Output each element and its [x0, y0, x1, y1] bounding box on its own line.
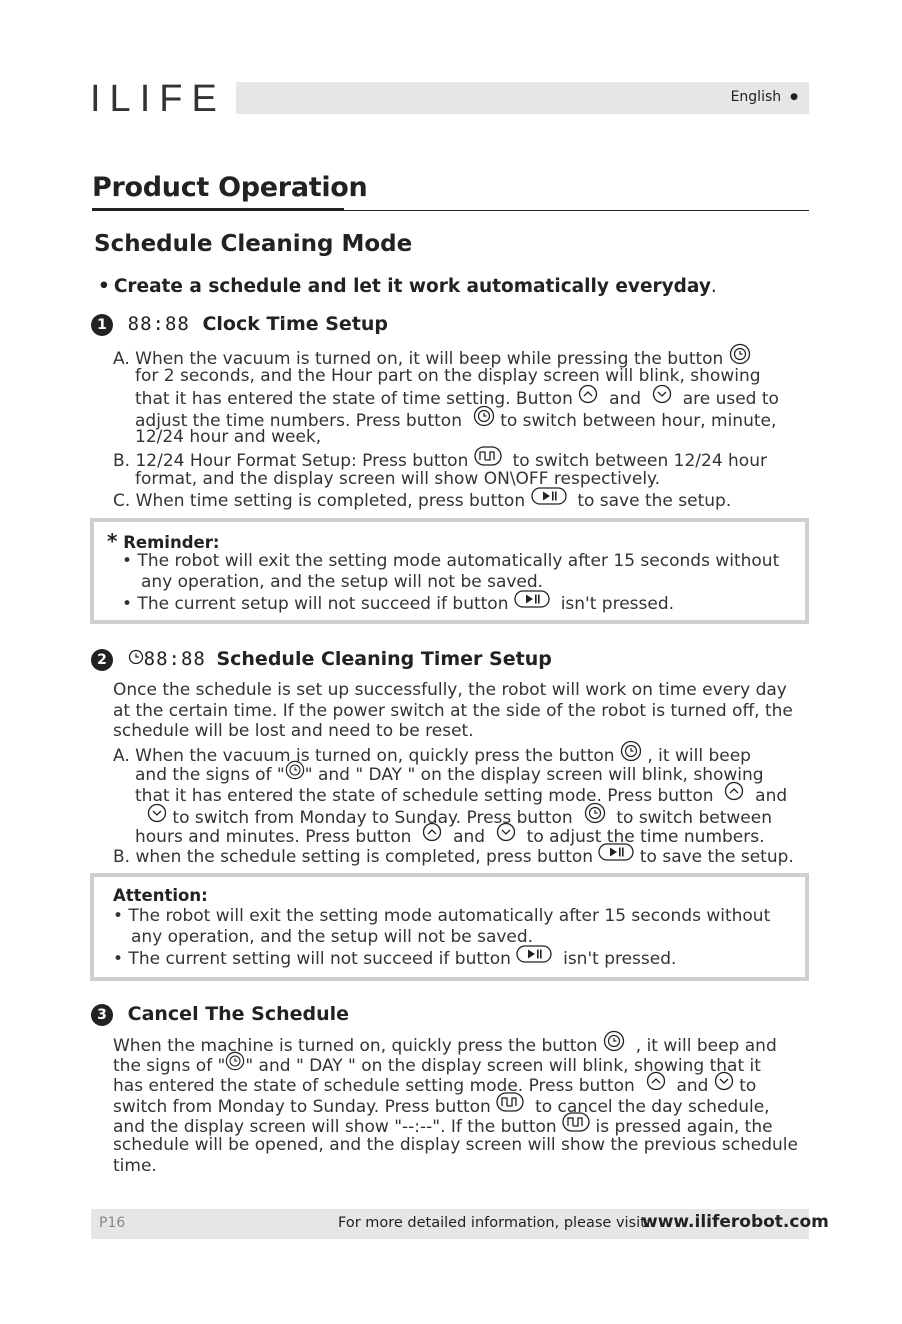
text-line: format, and the display screen will show ON\OFF respectively. — [135, 468, 661, 489]
up-arrow-icon — [724, 781, 744, 807]
text-line: and — [609, 388, 642, 409]
text-line: to save the setup. — [577, 490, 732, 511]
text-line: to switch between — [616, 807, 772, 828]
clock-icon — [128, 648, 144, 670]
section-1-title: Clock Time Setup — [202, 313, 389, 335]
up-arrow-icon — [422, 822, 442, 848]
reminder-title: * Reminder: — [107, 529, 220, 553]
section-3-heading — [91, 1003, 349, 1026]
text-line: to switch from Monday to Sunday. Press button — [172, 807, 573, 828]
text-line: and — [453, 826, 486, 847]
text-line: , it will beep — [647, 745, 751, 766]
lead-text: • Create a schedule and let it work automatically everyday. — [98, 276, 717, 297]
page-title: Product Operation — [92, 172, 368, 203]
text-line: " and " DAY " on the display screen will blink, showing that it — [245, 1055, 761, 1076]
section-1-heading — [91, 313, 388, 336]
text-line: " and " DAY " on the display screen will blink, showing — [304, 765, 764, 786]
text-line: to switch between 12/24 hour — [512, 450, 767, 471]
up-arrow-icon — [646, 1071, 666, 1097]
text-line: B. when the schedule setting is completed, press button — [113, 846, 594, 867]
text-line: to adjust the time numbers. — [526, 826, 765, 847]
text-line: are used to — [682, 388, 779, 409]
text-line: any operation, and the setup will not be saved. — [141, 571, 544, 592]
clock-button-icon — [584, 802, 606, 830]
text-line: to cancel the day schedule, — [535, 1096, 770, 1117]
play-pause-icon — [516, 945, 552, 969]
text-line: • The robot will exit the setting mode automatically after 15 seconds without — [113, 906, 771, 926]
text-line: and the signs of " — [135, 765, 285, 786]
text-line: A. When the vacuum is turned on, quickly press the button — [113, 745, 615, 766]
section-1-body — [113, 345, 779, 510]
text-line: to switch between hour, minute, — [500, 410, 777, 431]
attention-body — [113, 906, 770, 968]
text-line: is pressed again, the — [595, 1117, 773, 1138]
text-line: for 2 seconds, and the Hour part on the display screen will blink, showing — [135, 365, 761, 386]
text-line: any operation, and the setup will not be saved. — [131, 926, 534, 947]
language-label: English ● — [731, 89, 798, 105]
text-line: and the display screen will show "--:--". If the button — [113, 1117, 557, 1138]
text-line: B. 12/24 Hour Format Setup: Press button — [113, 450, 469, 471]
play-pause-icon — [514, 590, 550, 614]
format-button-icon — [496, 1092, 524, 1118]
text-line: that it has entered the state of schedule setting mode. Press button — [135, 785, 714, 806]
text-line: at the certain time. If the power switch at the side of the robot is turned off, the — [113, 700, 793, 721]
text-line: has entered the state of schedule setting mode. Press button — [113, 1075, 635, 1096]
text-line: When the machine is turned on, quickly press the button — [113, 1035, 598, 1056]
text-line: that it has entered the state of time setting. Button — [135, 388, 573, 409]
text-line: isn't pressed. — [563, 948, 677, 969]
section-2-heading — [91, 648, 552, 671]
down-arrow-icon — [496, 822, 516, 848]
down-arrow-icon — [714, 1071, 734, 1097]
brand-logo: ILIFE — [90, 78, 226, 120]
clock-button-icon — [473, 405, 495, 433]
text-line: Once the schedule is set up successfully, the robot will work on time every day — [113, 680, 787, 700]
reminder-body — [122, 551, 779, 613]
clock-button-icon — [620, 740, 642, 768]
lead-label: Create a schedule and let it work automatically everyday — [113, 276, 711, 297]
text-line: and — [755, 785, 788, 806]
title-underline — [92, 208, 344, 211]
text-line: adjust the time numbers. Press button — [135, 410, 462, 431]
text-line: 12/24 hour and week, — [135, 427, 322, 448]
text-line: the signs of " — [113, 1055, 226, 1076]
text-line: switch from Monday to Sunday. Press button — [113, 1096, 491, 1117]
text-line: • The robot will exit the setting mode automatically after 15 seconds without — [122, 551, 780, 571]
step-number: 1 — [91, 314, 113, 336]
text-line: , it will beep and — [635, 1035, 777, 1056]
section-2-body — [113, 680, 794, 865]
text-line: to save the setup. — [639, 846, 794, 867]
segment-display: 88:88 — [143, 648, 206, 670]
play-pause-icon — [598, 843, 634, 867]
segment-display: 88:88 — [127, 313, 190, 335]
header-bar — [236, 82, 809, 114]
section-3-body — [113, 1032, 798, 1176]
section-2-title: Schedule Cleaning Timer Setup — [216, 648, 552, 670]
down-arrow-icon — [652, 384, 672, 410]
up-arrow-icon — [578, 384, 598, 410]
format-button-icon — [474, 446, 502, 472]
text-line: hours and minutes. Press button — [135, 826, 412, 847]
play-pause-icon — [531, 487, 567, 511]
step-number: 3 — [91, 1004, 113, 1026]
text-line: • The current setting will not succeed if button — [113, 948, 511, 969]
text-line: schedule will be lost and need to be reset. — [113, 721, 474, 742]
clock-button-icon — [225, 1051, 245, 1077]
text-line: A. When the vacuum is turned on, it will beep while pressing the button — [113, 348, 724, 369]
reminder-title-text: Reminder: — [123, 533, 220, 552]
clock-button-icon — [603, 1030, 625, 1058]
clock-button-icon — [285, 760, 305, 786]
step-number: 2 — [91, 649, 113, 671]
section-3-title: Cancel The Schedule — [127, 1003, 350, 1025]
text-line: schedule will be opened, and the display screen will show the previous schedule — [113, 1134, 798, 1155]
text-line: isn't pressed. — [560, 593, 675, 614]
clock-button-icon — [729, 343, 751, 371]
text-line: time. — [113, 1155, 157, 1176]
section-title: Schedule Cleaning Mode — [94, 231, 413, 257]
text-line: C. When time setting is completed, press button — [113, 490, 526, 511]
text-line: and — [676, 1075, 709, 1096]
attention-title: Attention: — [113, 886, 208, 905]
down-arrow-icon — [147, 803, 167, 829]
footer-visit-text: For more detailed information, please visit: — [338, 1215, 651, 1231]
text-line: • The current setup will not succeed if button — [122, 593, 509, 614]
page-number: P16 — [99, 1215, 126, 1231]
footer-url: www.iliferobot.com — [642, 1212, 829, 1232]
format-button-icon — [562, 1112, 590, 1138]
text-line: to — [739, 1075, 757, 1096]
